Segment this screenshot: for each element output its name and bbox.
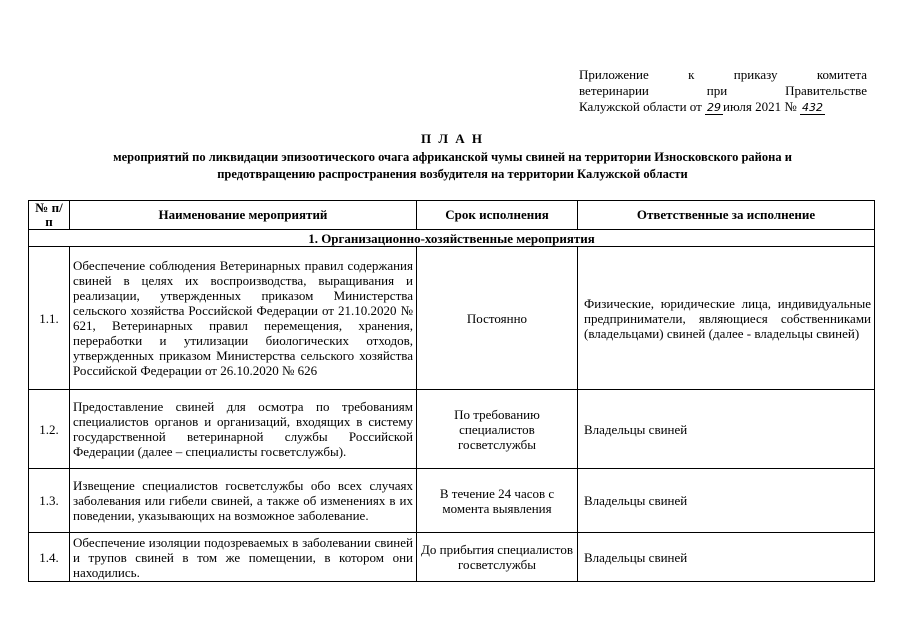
table-row [29, 247, 875, 390]
header-term: Срок исполнения [417, 201, 578, 230]
row-resp: Владельцы свиней [578, 390, 875, 469]
header-resp: Ответственные за исполнение [578, 201, 875, 230]
row-name: Обеспечение изоляции подозреваемых в заболевании свиней и трупов свиней в том же помещении, в котором они находились. [70, 533, 417, 582]
header-num: № п/п [29, 201, 70, 230]
table-row [29, 390, 875, 469]
appendix-line-3 [579, 99, 867, 115]
row-name: Извещение специалистов госветслужбы обо всех случаях заболевания или гибели свиней, а также об изменениях в их поведении, указывающих на возможное заболевание. [70, 469, 417, 533]
row-resp: Владельцы свиней [578, 469, 875, 533]
row-num: 1.4. [29, 533, 70, 582]
table-row [29, 469, 875, 533]
subtitle-line-2: предотвращению распространения возбудителя на территории Калужской области [217, 167, 688, 181]
row-term: Постоянно [417, 247, 578, 390]
row-term: По требованию специалистов госветслужбы [417, 390, 578, 469]
row-num: 1.1. [29, 247, 70, 390]
document-subtitle [40, 149, 865, 183]
plan-table [28, 200, 875, 582]
section-row [29, 230, 875, 247]
table-header-row [29, 201, 875, 230]
subtitle-line-1: мероприятий по ликвидации эпизоотического очага африканской чумы свиней на территории Износковского района и [113, 150, 792, 164]
table-row [29, 533, 875, 582]
row-term: До прибытия специалистов госветслужбы [417, 533, 578, 582]
section-title: 1. Организационно-хозяйственные мероприятия [29, 230, 875, 247]
handwritten-number: 432 [802, 101, 824, 114]
row-num: 1.3. [29, 469, 70, 533]
row-name: Обеспечение соблюдения Ветеринарных правил содержания свиней в целях их воспроизводства, выращивания и реализации, утвержденных приказом Министерства сельского хозяйства Российской Федерации от 21.10.2020 № 621, Ветеринарных правил перемещения, хранения, переработки и утилизации биологических отходов, утвержденных приказом Министерства сельского хозяйства Российской Федерации от 26.10.2020 № 626 [70, 247, 417, 390]
appendix-line-3-prefix: Калужской области от [579, 99, 702, 114]
row-resp: Физические, юридические лица, индивидуальные предприниматели, являющиеся собственниками (владельцами) свиней (далее - владельцы свиней) [578, 247, 875, 390]
row-num: 1.2. [29, 390, 70, 469]
appendix-line-1: Приложение к приказу комитета [579, 67, 867, 82]
header-name: Наименование мероприятий [70, 201, 417, 230]
appendix-block [579, 67, 867, 115]
appendix-line-3-middle: июля 2021 № [723, 99, 797, 114]
row-name: Предоставление свиней для осмотра по требованиям специалистов органов и организаций, входящих в систему государственной ветеринарной службы Российской Федерации (далее – специалисты госветслужбы). [70, 390, 417, 469]
handwritten-day: 29 [707, 101, 722, 114]
appendix-line-2: ветеринарии при Правительстве [579, 83, 867, 98]
row-term: В течение 24 часов с момента выявления [417, 469, 578, 533]
document-title: П Л А Н [420, 131, 485, 146]
row-resp: Владельцы свиней [578, 533, 875, 582]
